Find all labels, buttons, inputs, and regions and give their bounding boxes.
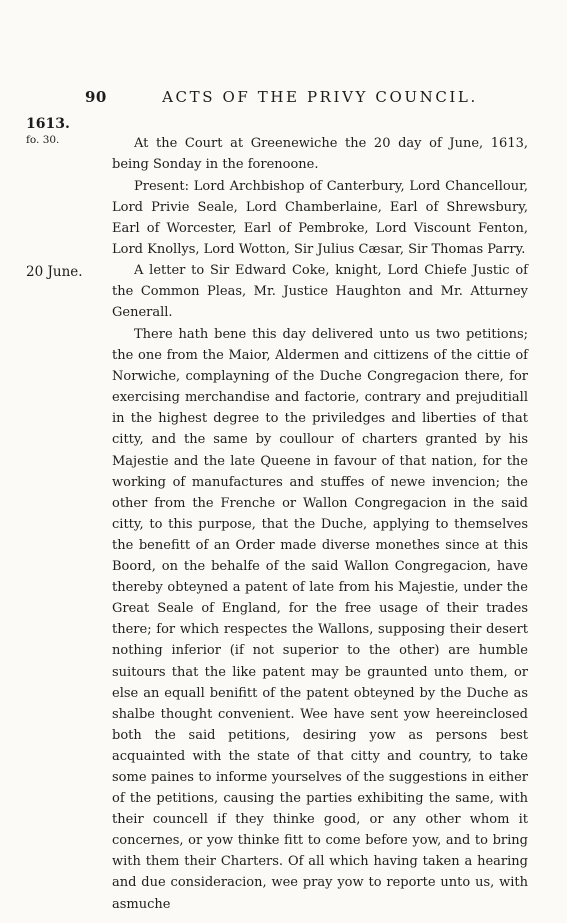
present-members-paragraph: Present: Lord Archbishop of Canterbury, Lord Chancellour, Lord Privie Seale, Lord Chamberlaine, Earl of Shrewsbury, Earl of Worcester, Earl of Pembroke, Lord Viscount Fenton, Lord Knollys, Lord Wotton, Sir Julius Cæsar, Sir Thomas Parry. (112, 179, 528, 258)
margin-folio: fo. 30. (26, 134, 60, 146)
margin-year: 1613. (26, 116, 70, 132)
letter-body-paragraph: There hath bene this day delivered unto us two petitions; the one from the Maior, Aldermen and cittizens of the cittie of Norwiche, complayning of the Duche Congregacion there, for exercising merchandise and factorie, contrary and prejuditiall in the highest degree to the priviledges and liberties of that citty, and the same by coullour of charters granted by his Majestie and the late Queene in favour of that nation, for the working of manufactures and stuffes of newe invencion; the other from the Frenche or Wallon Congregacion in the said citty, to this purpose, that the Duche, applying to themselves the benefitt of an Order made diverse monethes since at this Boord, on the behalfe of the said Wallon Congregacion, have thereby obteyned a patent of late from his Majestie, under the Great Seale of England, for the free usage of their trades there; for which respectes the Wallons, supposing their desert nothing inferior (if not superior to the other) are humble suitours that the like patent may be graunted unto them, or else an equall benifitt of the patent obteyned by the Duche as shalbe thought convenient. Wee have sent yow heereinclosed both the said petitions, desiring yow as persons best acquainted with the state of that citty and country, to take some paines to informe yourselves of the suggestions in either of the petitions, causing the parties exhibiting the same, with their councell if they thinke good, or any other whom it concernes, or yow thinke fitt to come before yow, and to bring with them their Charters. Of all which having taken a hearing and due consideracion, wee pray yow to reporte unto us, with asmuche (112, 327, 528, 912)
running-title: ACTS OF THE PRIVY COUNCIL. (162, 88, 478, 106)
court-heading-paragraph: At the Court at Greenewiche the 20 day of June, 1613, being Sonday in the forenoone. (112, 136, 528, 173)
running-head (0, 88, 567, 108)
page-number: 90 (85, 88, 107, 106)
margin-date: 20 June. (26, 264, 83, 280)
letter-address-paragraph: A letter to Sir Edward Coke, knight, Lord Chiefe Justic of the Common Pleas, Mr. Justice Haughton and Mr. Atturney Generall. (112, 263, 528, 321)
